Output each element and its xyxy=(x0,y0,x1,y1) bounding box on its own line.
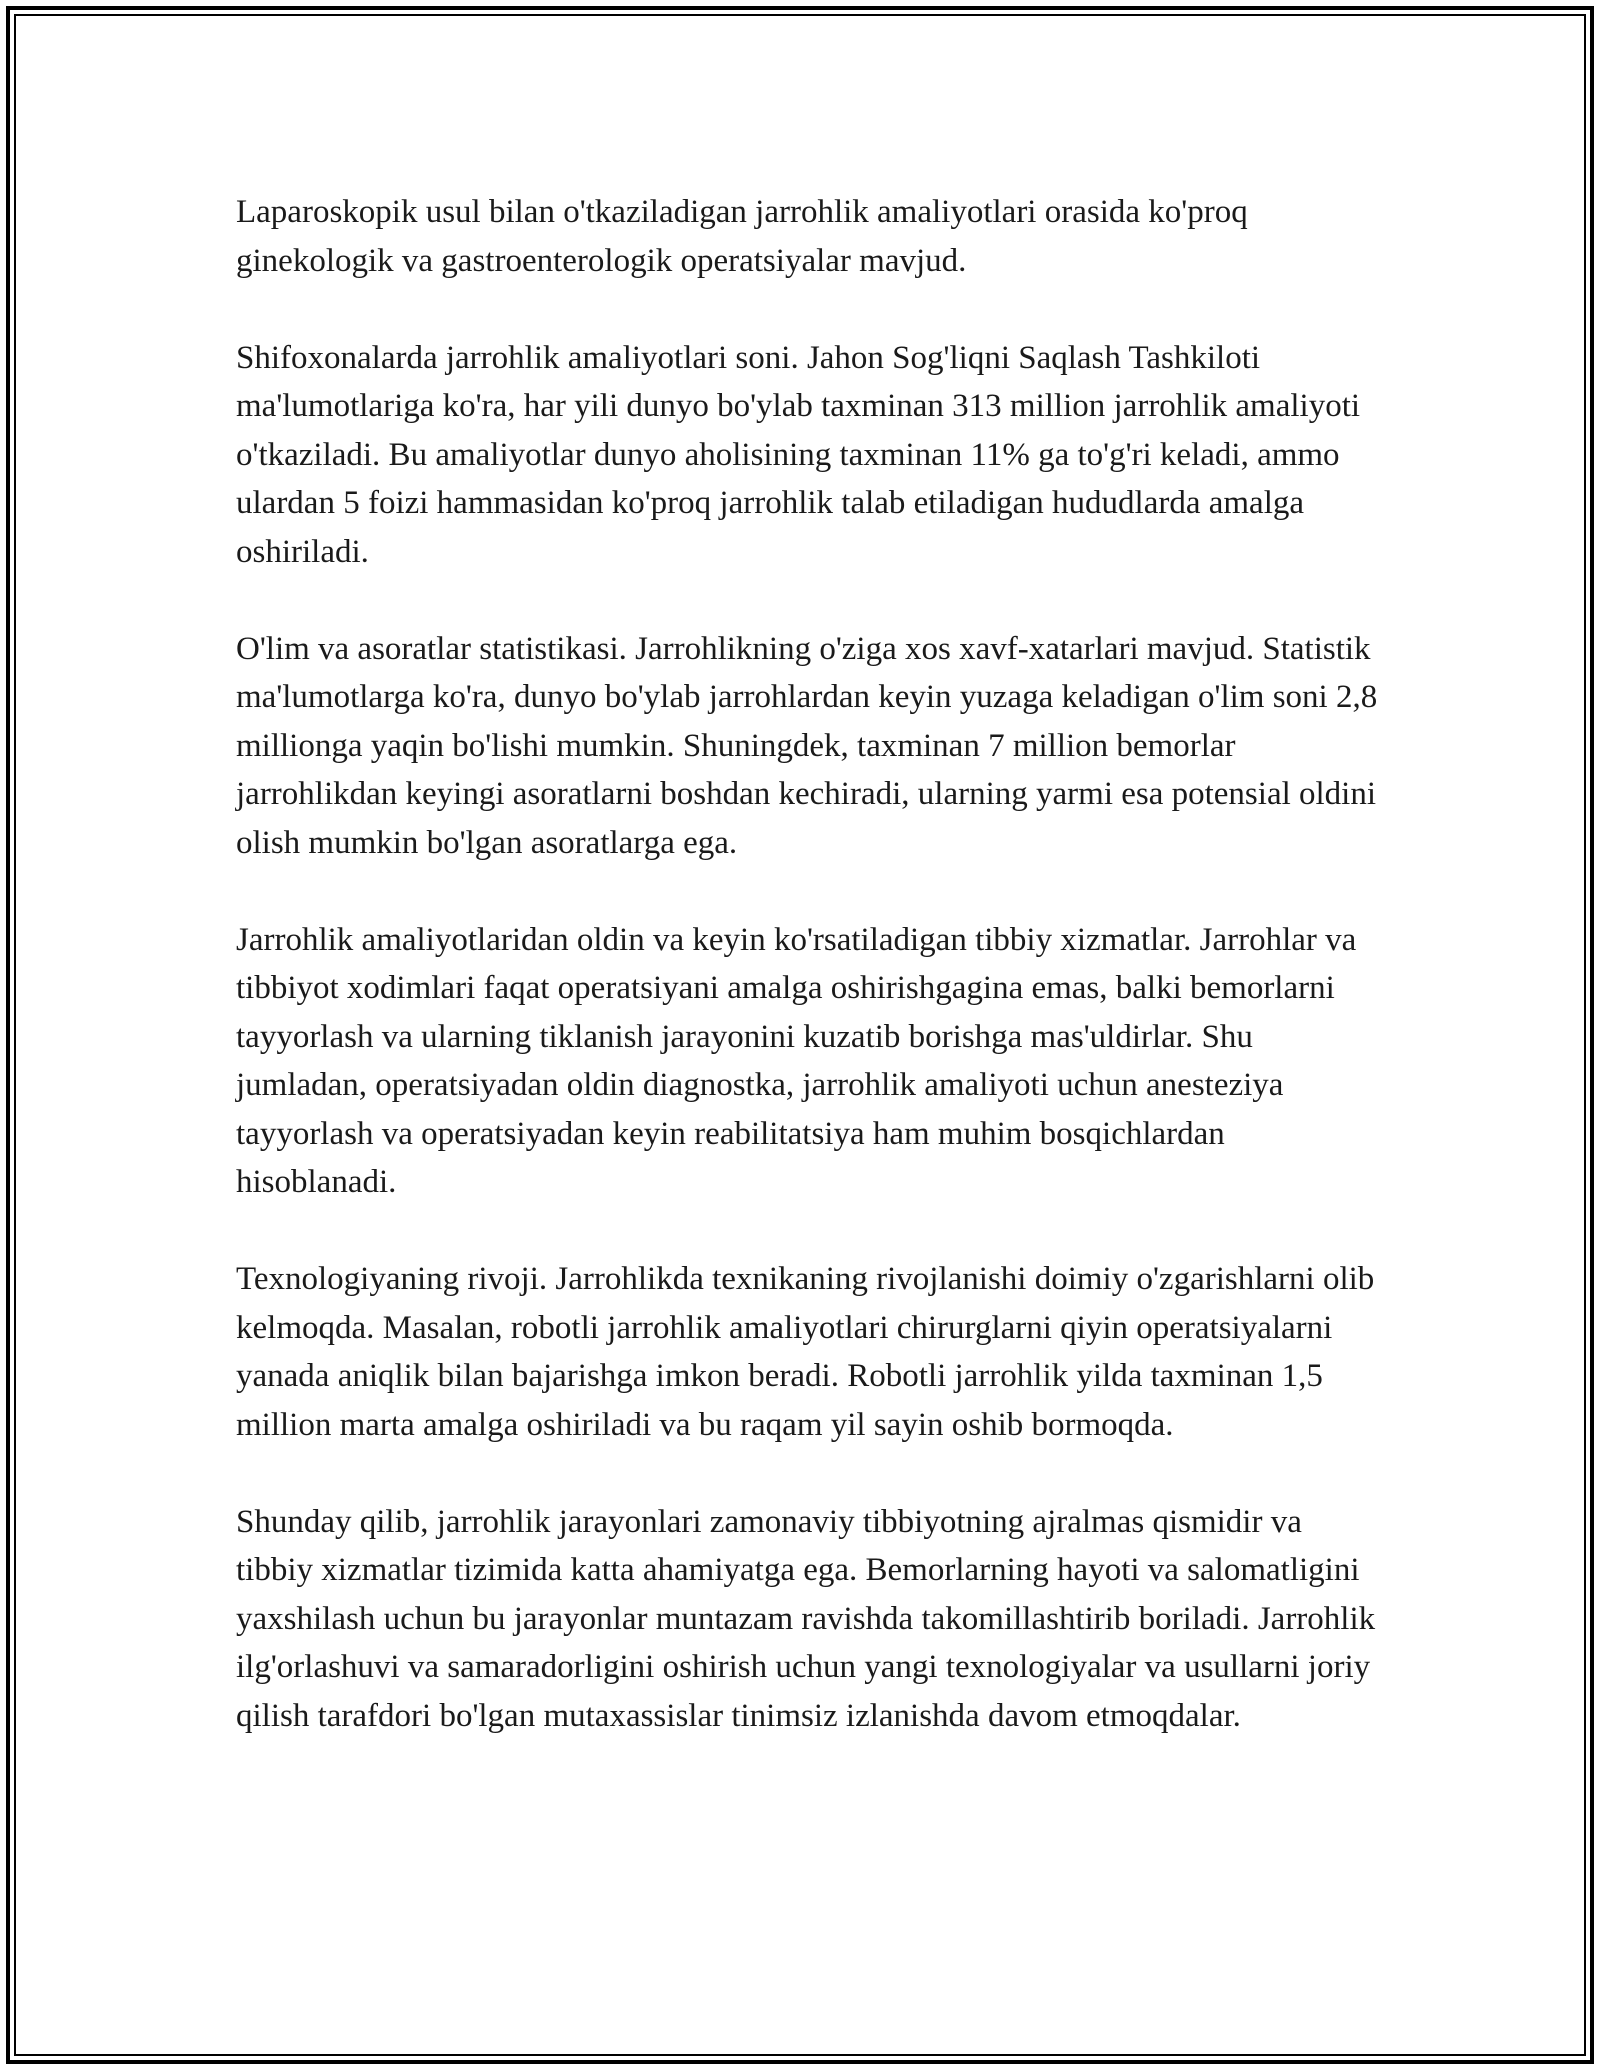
paragraph-surgery-count: Shifoxonalarda jarrohlik amaliyotlari soni. Jahon Sog'liqni Saqlash Tashkiloti ma'lumotlariga ko'ra, har yili dunyo bo'ylab taxminan 313 million jarrohlik amaliyoti o'tkaziladi. Bu amaliyotlar dunyo aholisining taxminan 11% ga to'g'ri keladi, ammo ulardan 5 foizi hammasidan ko'proq jarrohlik talab etiladigan hududlarda amalga oshiriladi. xyxy=(236,339,1361,570)
paragraph-medical-services: Jarrohlik amaliyotlaridan oldin va keyin ko'rsatiladigan tibbiy xizmatlar. Jarrohlar va tibbiyot xodimlari faqat operatsiyani amalga oshirishgagina emas, balki bemorlarni tayyorlash va ularning tiklanish jarayonini kuzatib borishga mas'uldirlar. Shu jumladan, operatsiyadan oldin diagnostka, jarrohlik amaliyoti uchun anesteziya tayyorlash va operatsiyadan keyin reabilitatsiya ham muhim bosqichlardan hisoblanadi. xyxy=(236,921,1357,1200)
paragraph-laparoscopy: Laparoskopik usul bilan o'tkaziladigan jarrohlik amaliyotlari orasida ko'proq ginekologik va gastroenterologik operatsiyalar mavjud. xyxy=(236,194,1248,279)
paragraph-mortality-statistics: O'lim va asoratlar statistikasi. Jarrohlikning o'ziga xos xavf-xatarlari mavjud. Statistik ma'lumotlarga ko'ra, dunyo bo'ylab jarrohlardan keyin yuzaga keladigan o'lim soni 2,8 millionga yaqin bo'lishi mumkin. Shuningdek, taxminan 7 million bemorlar jarrohlikdan keyingi asoratlarni boshdan kechiradi, ularning yarmi esa potensial oldini olish mumkin bo'lgan asoratlarga ega. xyxy=(236,630,1378,861)
paragraph-conclusion: Shunday qilib, jarrohlik jarayonlari zamonaviy tibbiyotning ajralmas qismidir va tibbiy xizmatlar tizimida katta ahamiyatga ega. Bemorlarning hayoti va salomatligini yaxshilash uchun bu jarayonlar muntazam ravishda takomillashtirib boriladi. Jarrohlik ilg'orlashuvi va samaradorligini oshirish uchun yangi texnologiyalar va usullarni joriy qilish tarafdori bo'lgan mutaxassislar tinimsiz izlanishda davom etmoqdalar. xyxy=(236,1503,1376,1734)
paragraph-technology: Texnologiyaning rivoji. Jarrohlikda texnikaning rivojlanishi doimiy o'zgarishlarni olib kelmoqda. Masalan, robotli jarrohlik amaliyotlari chirurglarni qiyin operatsiyalarni yanada aniqlik bilan bajarishga imkon beradi. Robotli jarrohlik yilda taxminan 1,5 million marta amalga oshiriladi va bu raqam yil sayin oshib bormoqda. xyxy=(236,1261,1375,1443)
document-body xyxy=(236,188,1386,1789)
